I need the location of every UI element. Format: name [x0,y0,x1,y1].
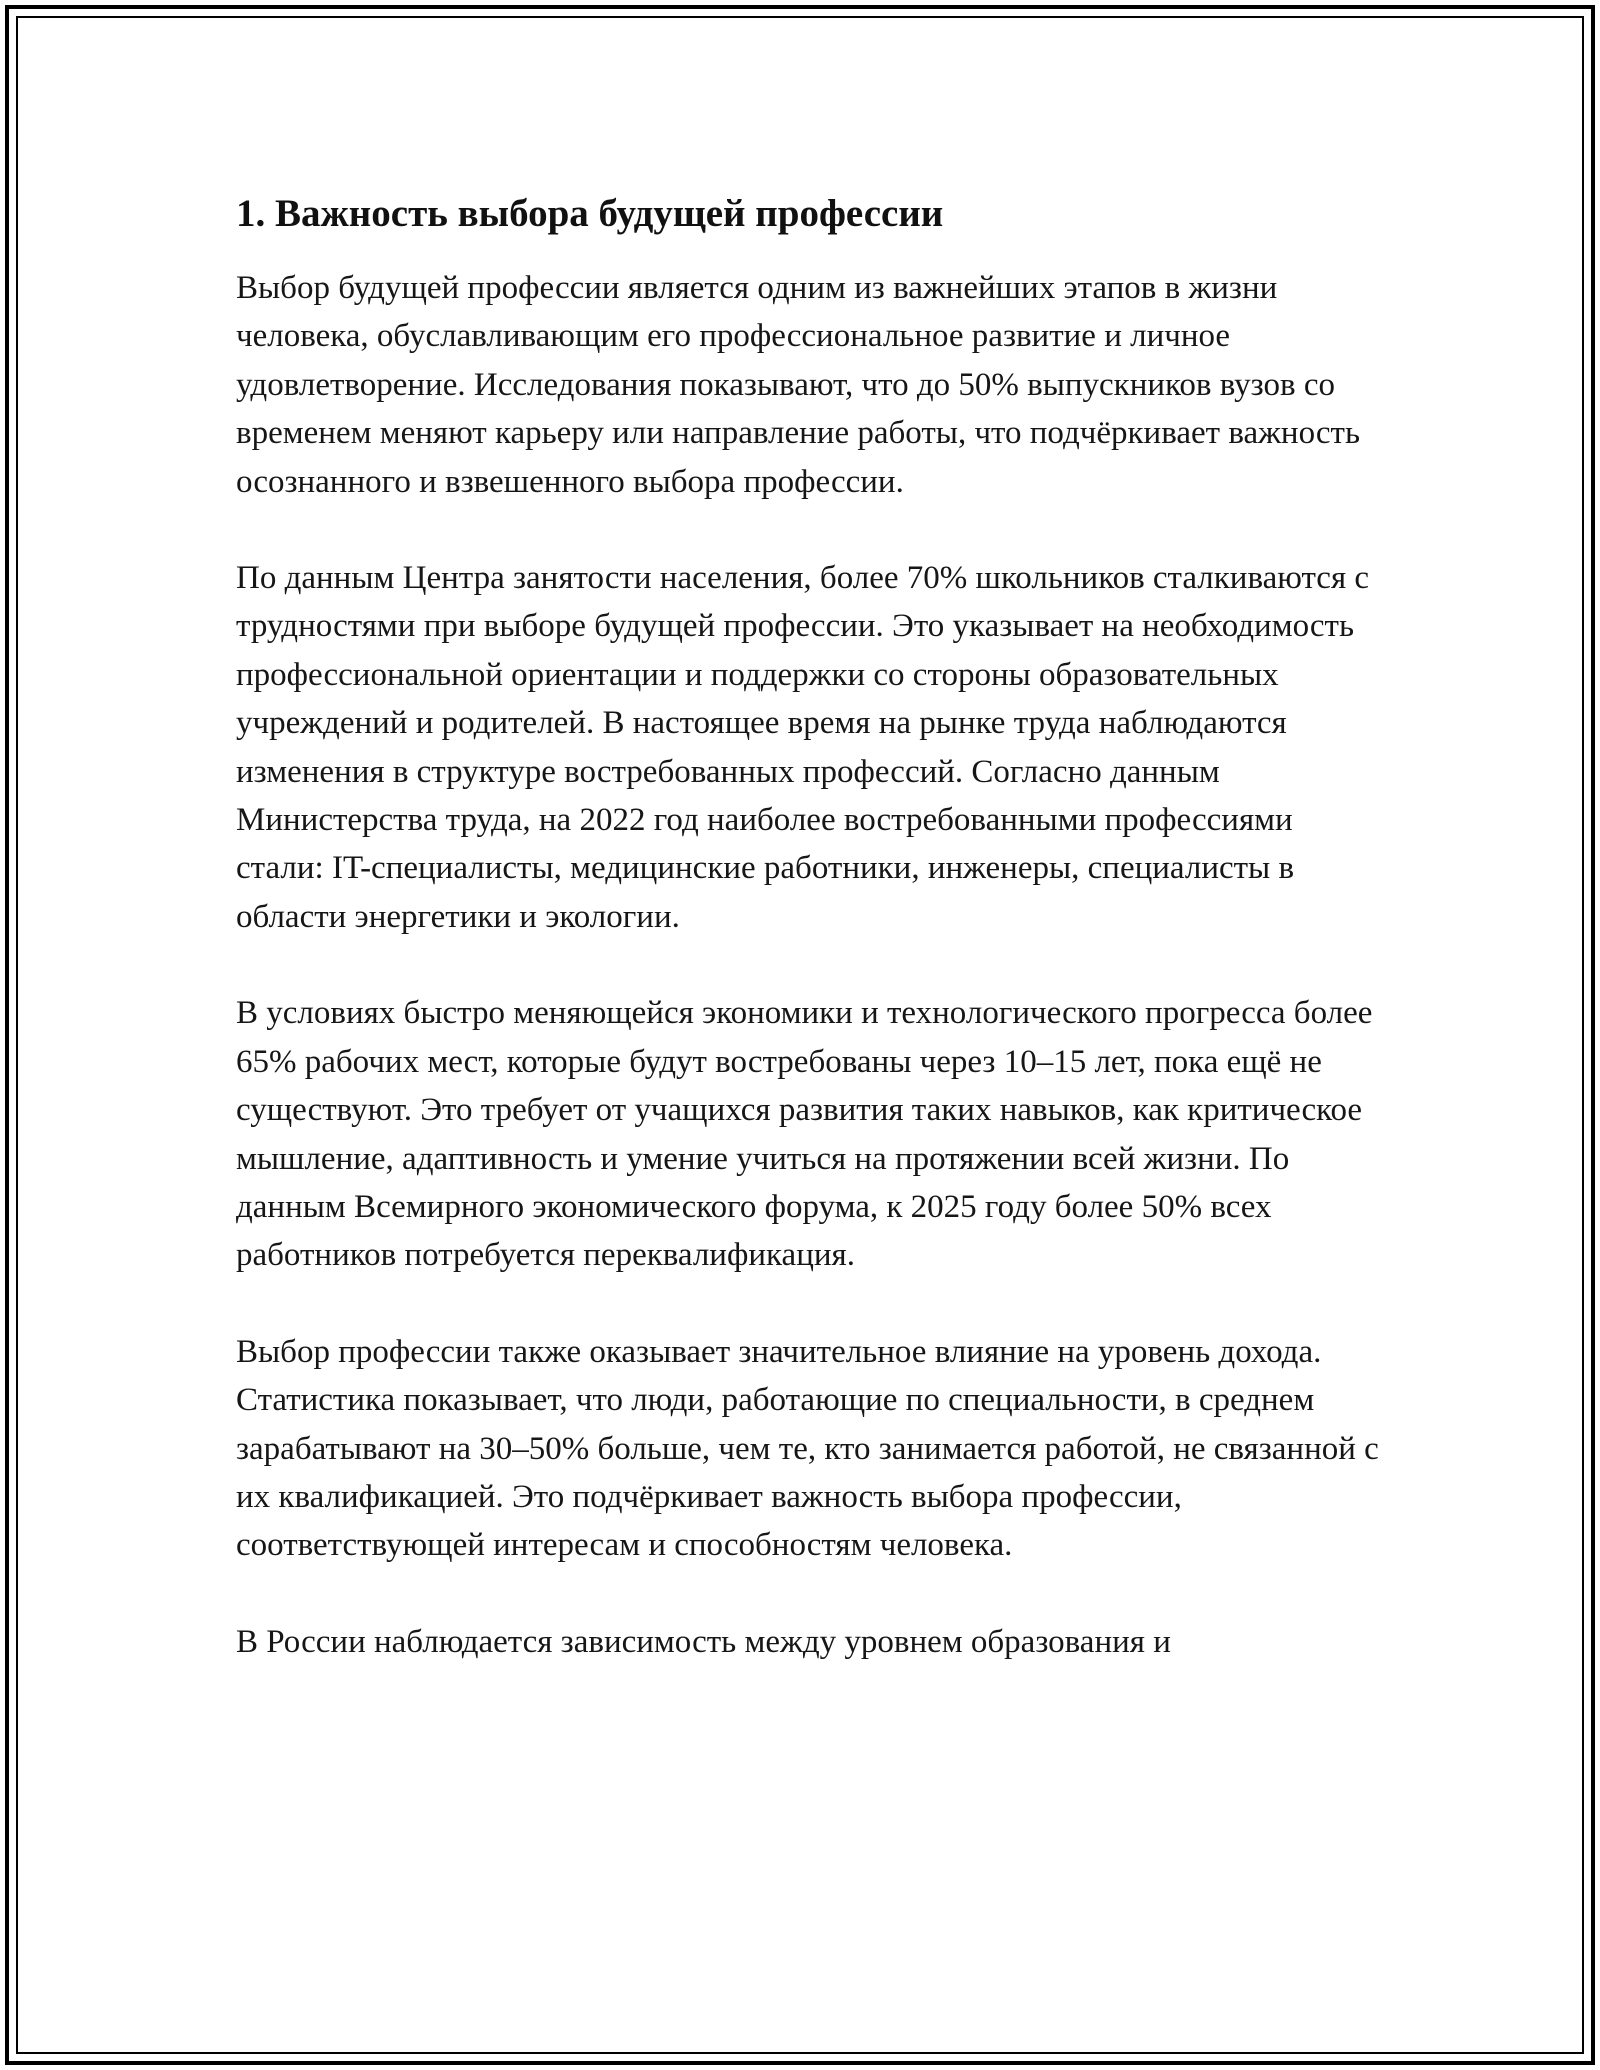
paragraph-5: В России наблюдается зависимость между уровнем образования и [236,1623,1171,1660]
document-body [236,186,1386,1714]
paragraph-3: В условиях быстро меняющейся экономики и технологического прогресса более 65% рабочих мест, которые будут востребованы через 10–15 лет, пока ещё не существуют. Это требует от учащихся развития таких навыков, как критическое мышление, адаптивность и умение учиться на протяжении всей жизни. По данным Всемирного экономического форума, к 2025 году более 50% всех работников потребуется переквалификация. [236,995,1373,1274]
paragraph-2: По данным Центра занятости населения, более 70% школьников сталкиваются с трудностями при выборе будущей профессии. Это указывает на необходимость профессиональной ориентации и поддержки со стороны образовательных учреждений и родителей. В настоящее время на рынке труда наблюдаются изменения в структуре востребованных профессий. Согласно данным Министерства труда, на 2022 год наиболее востребованными профессиями стали: IT-специалисты, медицинские работники, инженеры, специалисты в области энергетики и экологии. [236,560,1370,935]
section-heading: 1. Важность выбора будущей профессии [236,192,944,235]
paragraph-4: Выбор профессии также оказывает значительное влияние на уровень дохода. Статистика показывает, что люди, работающие по специальности, в среднем зарабатывают на 30–50% больше, чем те, кто занимается работой, не связанной с их квалификацией. Это подчёркивает важность выбора профессии, соответствующей интересам и способностям человека. [236,1333,1379,1564]
paragraph-1: Выбор будущей профессии является одним из важнейших этапов в жизни человека, обуславливающим его профессиональное развитие и личное удовлетворение. Исследования показывают, что до 50% выпускников вузов со временем меняют карьеру или направление работы, что подчёркивает важность осознанного и взвешенного выбора профессии. [236,270,1361,500]
